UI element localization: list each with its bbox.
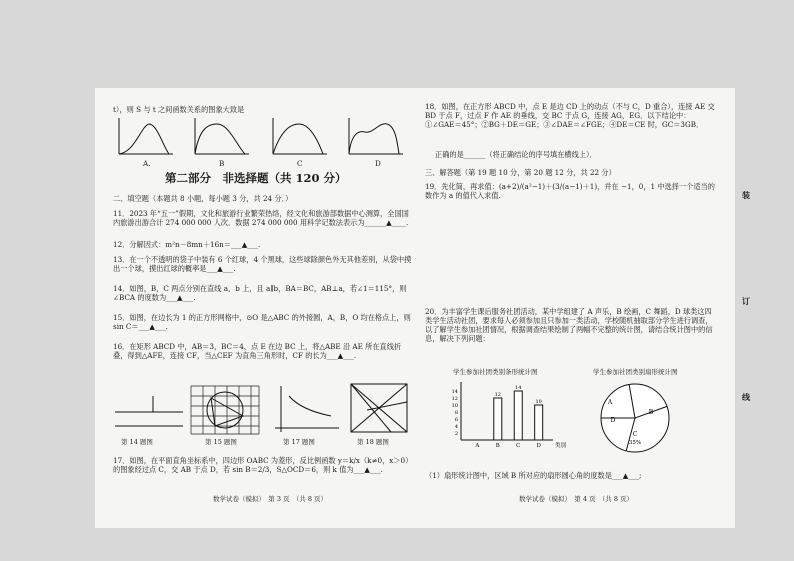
x-tick-label: D	[536, 443, 541, 449]
x-tick-label: B	[495, 443, 500, 449]
x-axis-label: 类别	[555, 443, 567, 449]
q13: 13．在一个不透明的袋子中装有 6 个红球，4 个黑球，这些球除颜色外无其他差别，从袋中摸出一个球，摸出红球的概率是___▲___.	[113, 255, 412, 273]
q11: 11．2023 年“五一”假期，文化和旅游行业繁荣热络，经文化和旅游部数据中心测算，全国国内旅游出游合计 274 000 000 人次．数据 274 000 000 用科学记数法表示为______▲____.	[113, 209, 409, 227]
x-tick-label: C	[516, 443, 521, 449]
side-label-zhuang: 装	[742, 190, 750, 200]
page-4	[425, 88, 723, 528]
q20: 20．为丰富学生课后服务社团活动，某中学组建了 A 声乐，B 绘画，C 舞蹈，D 球类这四类学生活动社团，要求每人必须参加且只参加一类活动，学校随机抽取部分学生进行调查，以了解学生参加社团情况，根据调查结果绘制了两幅不完整的统计图，请结合统计图中的信息，解决下列问题：	[425, 307, 713, 343]
graph-c	[273, 118, 327, 154]
pie-chart	[597, 380, 673, 456]
footer-left: 数学试卷（模拟） 第 3 页 （共 8 页）	[213, 495, 328, 503]
choice-label-c: C	[297, 159, 303, 168]
q17: 17．如图，在平面直角坐标系中，四边形 OABC 为菱形，反比例函数 y＝k/x（k≠0，x＞0）的图象经过点 C，交 AB 于点 D，若 sin B＝2/3，S△OCD＝6，则 k 值为___▲___.	[113, 456, 413, 474]
bar-chart	[445, 378, 565, 450]
y-tick-label: 8	[454, 410, 458, 416]
pie-data-label: 35%	[628, 440, 642, 446]
fill-header: 二、填空题（本题共 8 小题，每小题 3 分，共 24 分．）	[113, 194, 293, 203]
pie-chart-title: 学生参加社团类别扇形统计图	[593, 368, 678, 376]
bar	[494, 398, 502, 440]
x-tick-label: A	[475, 443, 480, 449]
graph-d	[349, 118, 403, 154]
q16: 16．在矩形 ABCD 中，AB＝3，BC＝4，点 E 在边 BC 上，将△ABE 沿 AE 所在直线折叠，得到△AFE，连接 CF，当△CEF 为直角三角形时，CF 的长为___▲___.	[113, 342, 402, 360]
pie-slice-label: C	[632, 431, 638, 438]
figure-18	[347, 380, 411, 436]
graph-a	[119, 118, 173, 154]
q15: 15．如图，在边长为 1 的正方形网格中，⊙O 是△ABC 的外接圆，A，B，O 均在格点上，则 sin C＝___▲___.	[113, 313, 411, 331]
choice-graphs	[113, 116, 413, 166]
y-tick-label: 10	[451, 403, 458, 409]
footer-right: 数学试卷（模拟） 第 4 页 （共 8 页）	[519, 495, 634, 503]
q12: 12．分解因式：m²n－8mn＋16n＝___▲___.	[113, 240, 261, 249]
pie-slice-label: B	[648, 409, 654, 416]
solve-header: 三、解答题（第 19 题 10 分，第 20 题 12 分，共 22 分）	[425, 168, 616, 177]
page-3	[113, 88, 413, 528]
q20-part1: （1）扇形统计图中，区域 B 所对应的扇形圆心角的度数是___▲___;	[425, 471, 642, 480]
bar-data-label: 14	[515, 385, 522, 391]
y-tick-label: 12	[451, 396, 458, 402]
choice-label-a: A.	[143, 159, 151, 168]
graph-b	[195, 118, 249, 154]
figure-17	[271, 382, 341, 436]
choice-label-b: B	[219, 159, 225, 168]
figure-14	[113, 382, 187, 434]
caption-fig-15: 第 15 题图	[205, 438, 237, 446]
y-tick-label: 2	[454, 431, 458, 437]
q19: 19．先化简，再求值：(a+2)/(a²−1)＋(3/(a−1)＋1)，并在 −1，0，1 中选择一个适当的数作为 a 的值代入求值.	[425, 182, 715, 200]
caption-fig-17: 第 17 题图	[283, 438, 315, 446]
bar-chart-title: 学生参加社团类别条形统计图	[453, 368, 538, 376]
caption-fig-18: 第 18 题图	[357, 438, 389, 446]
bar-data-label: 10	[535, 399, 542, 405]
side-label-xian: 线	[742, 392, 750, 402]
exam-sheet	[95, 88, 735, 528]
bar	[535, 405, 543, 440]
choice-label-d: D	[375, 159, 381, 168]
y-tick-label: 6	[454, 417, 458, 423]
section-title: 第二部分 非选择题（共 120 分）	[165, 171, 347, 185]
y-tick-label: 14	[451, 389, 458, 395]
q10-tail: t），则 S 与 t 之间函数关系的图象大致是	[113, 105, 245, 114]
pie-slice-label: D	[610, 417, 616, 424]
bar-data-label: 12	[494, 392, 501, 398]
y-tick-label: 4	[454, 424, 458, 430]
pie-slice-label: A	[607, 399, 613, 406]
q18: 18．如图，在正方形 ABCD 中，点 E 是边 CD 上的动点（不与 C，D 重合），连接 AE 交 BD 于点 F，过点 F 作 AE 的垂线，交 BC 于点 G，连接 AG，EG．以下结论中：①∠GAE＝45°；②BG＋DE＝GE；③∠DAE＝∠FGE；④DE＝CE 时，GC＝3GB．	[425, 102, 715, 129]
figure-15-grid	[189, 384, 261, 436]
bar	[514, 391, 522, 440]
q14: 14．如图，B，C 两点分别在直线 a，b 上，且 a∥b，BA＝BC，AB⊥a，若∠1＝115°，则∠BCA 的度数为___▲___.	[113, 284, 407, 302]
side-label-ding: 订	[742, 296, 750, 306]
q18-answer: 正确的是______（将正确结论的序号填在横线上）．	[435, 150, 597, 159]
caption-fig-14: 第 14 题图	[121, 438, 153, 446]
